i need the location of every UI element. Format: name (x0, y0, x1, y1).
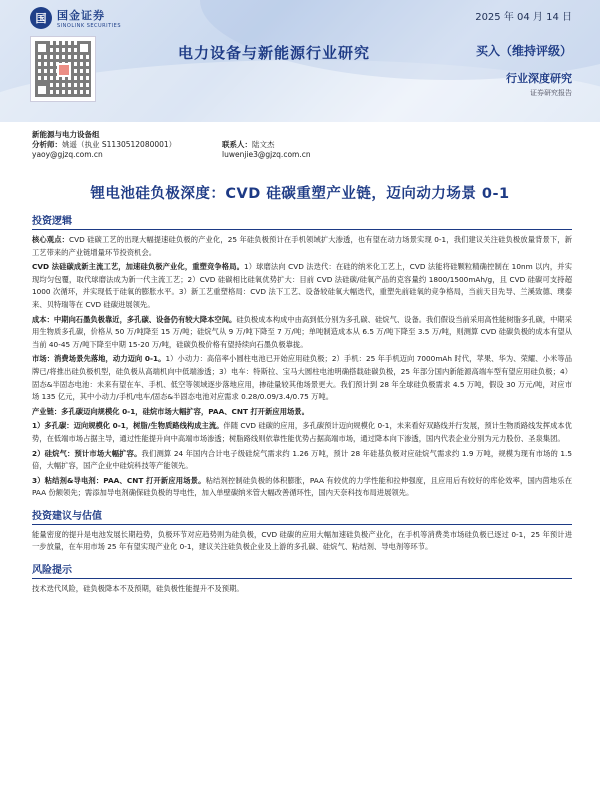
report-header (0, 0, 600, 122)
contact-email[interactable]: luwenjie3@gjzq.com.cn (222, 150, 311, 159)
report-date: 2025 年 04 月 14 日 (475, 12, 572, 23)
paragraph-porous-carbon: 1）多孔碳：迈向规模化 0-1，树脂/生物质路线构成主流。伴随 CVD 硅碳的应用，多孔碳预计迈向规模化 0-1，未来看好双路线并行发展，预计生物质路线发挥成本优势，在低端市场占据主导，通过性能提升向中高端市场渗透；树脂路线则依靠性能优势占据高端市场，通过降本向下渗透，国内代表企业分别为元力股份、圣泉集团。 (32, 421, 572, 443)
paragraph-supply-chain: 产业链：多孔碳迈向规模化 0-1，硅烷市场大幅扩容，PAA、CNT 打开新应用场景。 (32, 406, 309, 416)
industry-title: 电力设备与新能源行业研究 (178, 44, 371, 62)
analyst-label: 分析师： (32, 140, 62, 149)
qr-code-icon (30, 36, 96, 102)
contact-label: 联系人： (222, 140, 252, 149)
paragraph-market: 市场：消费场景先落地，动力迈向 0-1。1）小动力：高倍率小圆柱电池已开始应用硅负极；2）手机：25 年手机迈向 7000mAh 时代，苹果、华为、荣耀、小米等品牌已/将推出硅负极机型，硅负极从高端机向中低端渗透；3）电车：特斯拉、宝马大圆柱电池明确搭载硅碳负极，25 年部分国内新能源高端车型有望应用硅负极；4）固态&半固态电池：未来有望在车、手机、低空等领域逐步落地应用，掺硅量较其他场景更大。我们预计到 28 年全球硅负极需求 4.5 万吨，假设 30 万元/吨，对应市场 135 亿元，其中小动力/手机/电车/固态&半固态电池对应需求 0.28/0.09/3.4/0.75 万吨。 (32, 354, 572, 402)
logo-mark-icon: 国 (30, 7, 52, 29)
analyst-info (32, 130, 412, 160)
section-heading-advice: 投资建议与估值 (32, 507, 572, 525)
analyst-name: 姚遥（执业 S1130512080001） (62, 140, 177, 149)
team-name: 新能源与电力设备组 (32, 130, 100, 139)
paragraph-cost: 成本：中期向石墨负极靠近，多孔碳、设备仍有较大降本空间。硅负极成本构成中由高到低分别为多孔碳、硅烷气、设备。我们假设当前采用高性能树脂多孔碳，中期采用生物质多孔碳，价格从 50 万/吨降至 15 万/吨；硅烷气从 9 万/吨下降至 7 万/吨；单吨制造成本从 6.5 万/吨下降至 3.5 万/吨，则测算 CVD 硅碳负极的成本有望从当前 40-45 万/吨下降至中期 15-20 万/吨，硅碳负极价格有望持续向石墨负极靠拢。 (32, 314, 573, 349)
section-heading-logic: 投资逻辑 (32, 212, 572, 230)
section-heading-risk: 风险提示 (32, 561, 572, 579)
rating-badge: 买入（维持评级） (475, 44, 572, 58)
company-logo (30, 7, 121, 29)
report-subtitle: 证券研究报告 (530, 89, 572, 97)
paragraph-advice: 能量密度的提升是电池发展长期趋势，负极环节对应趋势则为硅负极，CVD 硅碳的应用大幅加速硅负极产业化，在手机等消费类市场硅负极已逐过 0-1，25 年预计进一步放量，在车用市场 25 年有望实现产业化 0-1，建议关注硅负极企业及上游的多孔碳、硅烷气、粘结剂、导电剂等环节。 (32, 529, 572, 552)
paragraph-risk: 技术迭代风险，硅负极降本不及预期，硅负极性能提升不及预期。 (32, 584, 244, 594)
logo-name-cn: 国金证券 (57, 9, 105, 22)
analyst-email[interactable]: yaoy@gjzq.com.cn (32, 150, 103, 159)
paragraph-binder: 3）粘结剂&导电剂：PAA、CNT 打开新应用场景。粘结剂控制硅负极的体积膨胀，PAA 有较优的力学性能和拉伸强度，且应用后有较好的库伦效率，国内茵地乐在 PAA 份额领先；需添加导电剂确保硅负极的导电性，加入单壁碳纳米管大幅改善循环性，国内天奈科技布局进展领先。 (32, 475, 572, 498)
paragraph-cvd-process: CVD 法硅碳成新主流工艺，加速硅负极产业化，重塑竞争格局。1）球磨法向 CVD 法迭代：在硅的纳米化工艺上，CVD 法能将硅颗粒精确控制在 10nm 以内，并实现均匀包覆，取代球磨法成为新一代主流工艺；2）CVD 硅碳相比硅氧优势扩大：目前 CVD 法硅碳/硅氧产品的克容量约 1800/1500mAh/g，且 CVD 硅碳可支持超 1000 次循环，并实现低于硅氧的膨胀水平。3）新工艺重塑格局：CVD 法下工艺、设备较硅氧大幅迭代，重塑先前硅氧的竞争格局，当前天目先导、兰溪致德、璞泰来、贝特瑞等在 CVD 硅碳进展领先。 (32, 262, 572, 309)
report-type: 行业深度研究 (506, 72, 572, 85)
report-body (32, 212, 572, 598)
paragraph-silane: 2）硅烷气：预计市场大幅扩容。我们测算 24 年国内合计电子级硅烷气需求约 1.26 万吨，预计 28 年硅基负极对应硅烷气需求约 1.9 万吨，规模为现有市场的 1.5 倍，大幅扩容，国产企业中硅烷科技等产能领先。 (32, 448, 572, 471)
paragraph-core-view: 核心观点：CVD 硅碳工艺的出现大幅提速硅负极的产业化，25 年硅负极预计在手机领域扩大渗透，也有望在动力场景实现 0-1，我们建议关注硅负极放量背景下，新工艺带来的产业链增量环节投资机会。 (32, 235, 573, 257)
report-title: 锂电池硅负极深度：CVD 硅碳重塑产业链，迈向动力场景 0-1 (90, 186, 510, 202)
logo-name-en: SINOLINK SECURITIES (57, 23, 121, 29)
contact-name: 陆文杰 (252, 140, 275, 149)
